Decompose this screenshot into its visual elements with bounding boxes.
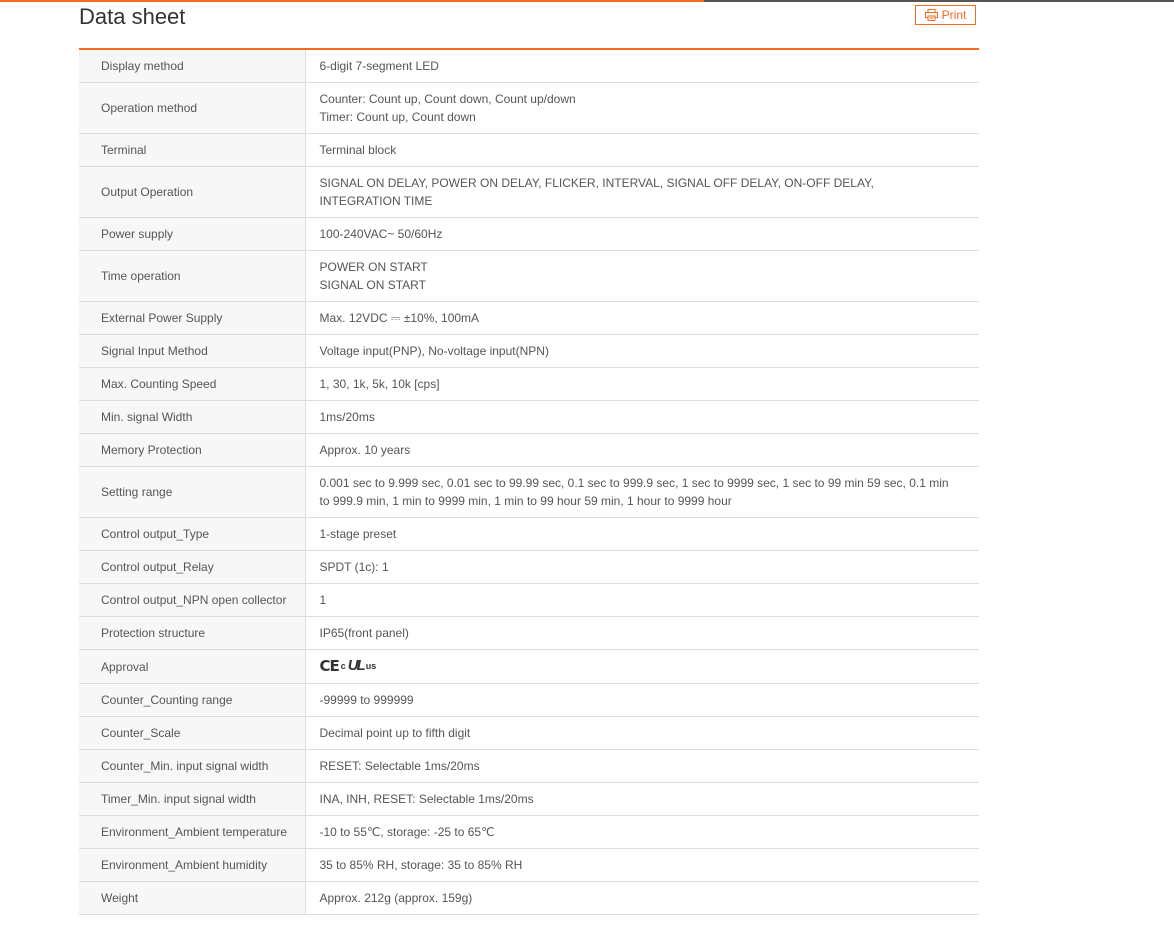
spec-row xyxy=(79,167,979,218)
spec-value: 0.001 sec to 9.999 sec, 0.01 sec to 99.99 sec, 0.1 sec to 999.9 sec, 1 sec to 9999 sec, 1 sec to 99 min 59 sec, 0.1 min to 999.9 min, 1 min to 9999 min, 1 min to 99 hour 59 min, 1 hour to 9999 hour xyxy=(305,467,979,518)
ul-c-mark-icon: c xyxy=(340,661,346,671)
printer-icon xyxy=(925,9,938,21)
spec-label: Setting range xyxy=(79,467,305,518)
spec-value: Approx. 212g (approx. 159g) xyxy=(305,882,979,915)
spec-value: 100-240VAC~ 50/60Hz xyxy=(305,218,979,251)
spec-value: SIGNAL ON DELAY, POWER ON DELAY, FLICKER, INTERVAL, SIGNAL OFF DELAY, ON-OFF DELAY, INTEGRATION TIME xyxy=(305,167,979,218)
spec-row xyxy=(79,218,979,251)
spec-row xyxy=(79,717,979,750)
spec-label: Display method xyxy=(79,49,305,83)
spec-row xyxy=(79,434,979,467)
spec-value: IP65(front panel) xyxy=(305,617,979,650)
certification-logos xyxy=(320,657,377,675)
spec-label: Timer_Min. input signal width xyxy=(79,783,305,816)
spec-label: Weight xyxy=(79,882,305,915)
spec-value: SPDT (1c): 1 xyxy=(305,551,979,584)
spec-label: Power supply xyxy=(79,218,305,251)
spec-label: Output Operation xyxy=(79,167,305,218)
spec-row xyxy=(79,617,979,650)
spec-value: 1, 30, 1k, 5k, 10k [cps] xyxy=(305,368,979,401)
spec-row xyxy=(79,584,979,617)
spec-row xyxy=(79,750,979,783)
spec-row xyxy=(79,251,979,302)
ul-us-mark-icon: us xyxy=(365,661,377,671)
spec-row xyxy=(79,368,979,401)
spec-label: Counter_Min. input signal width xyxy=(79,750,305,783)
spec-row xyxy=(79,335,979,368)
spec-label: Control output_Type xyxy=(79,518,305,551)
spec-label: Operation method xyxy=(79,83,305,134)
spec-label: Max. Counting Speed xyxy=(79,368,305,401)
spec-value: Decimal point up to fifth digit xyxy=(305,717,979,750)
spec-value: -99999 to 999999 xyxy=(305,684,979,717)
spec-value: Voltage input(PNP), No-voltage input(NPN) xyxy=(305,335,979,368)
spec-value: 1 xyxy=(305,584,979,617)
spec-row xyxy=(79,783,979,816)
spec-value: POWER ON START SIGNAL ON START xyxy=(305,251,979,302)
spec-label: Environment_Ambient humidity xyxy=(79,849,305,882)
spec-row xyxy=(79,650,979,684)
spec-row xyxy=(79,849,979,882)
spec-row xyxy=(79,134,979,167)
spec-label: Environment_Ambient temperature xyxy=(79,816,305,849)
spec-row xyxy=(79,684,979,717)
spec-label: Control output_Relay xyxy=(79,551,305,584)
spec-label: Time operation xyxy=(79,251,305,302)
spec-row xyxy=(79,551,979,584)
spec-row xyxy=(79,518,979,551)
spec-row xyxy=(79,49,979,83)
spec-value: 1-stage preset xyxy=(305,518,979,551)
spec-row xyxy=(79,882,979,915)
spec-value: RESET: Selectable 1ms/20ms xyxy=(305,750,979,783)
spec-label: Terminal xyxy=(79,134,305,167)
spec-value: Counter: Count up, Count down, Count up/down Timer: Count up, Count down xyxy=(305,83,979,134)
print-button-label: Print xyxy=(941,8,967,22)
spec-row xyxy=(79,401,979,434)
spec-label: External Power Supply xyxy=(79,302,305,335)
spec-value: Terminal block xyxy=(305,134,979,167)
print-button[interactable] xyxy=(915,5,976,25)
spec-value: -10 to 55℃, storage: -25 to 65℃ xyxy=(305,816,979,849)
spec-row xyxy=(79,816,979,849)
spec-value: 1ms/20ms xyxy=(305,401,979,434)
spec-value: Approx. 10 years xyxy=(305,434,979,467)
spec-value: 6-digit 7-segment LED xyxy=(305,49,979,83)
ce-mark-icon: CE xyxy=(319,657,339,675)
spec-value xyxy=(305,650,979,684)
page-progress-track xyxy=(0,0,1174,2)
spec-value: INA, INH, RESET: Selectable 1ms/20ms xyxy=(305,783,979,816)
spec-row xyxy=(79,302,979,335)
spec-label: Control output_NPN open collector xyxy=(79,584,305,617)
spec-label: Counter_Scale xyxy=(79,717,305,750)
ul-mark-icon: UL xyxy=(347,657,364,674)
spec-value: 35 to 85% RH, storage: 35 to 85% RH xyxy=(305,849,979,882)
spec-table-body xyxy=(79,49,979,915)
spec-label: Memory Protection xyxy=(79,434,305,467)
spec-label: Counter_Counting range xyxy=(79,684,305,717)
spec-label: Approval xyxy=(79,650,305,684)
spec-table xyxy=(79,48,979,915)
spec-label: Min. signal Width xyxy=(79,401,305,434)
spec-row xyxy=(79,467,979,518)
page-progress-bar xyxy=(0,0,704,2)
spec-value: Max. 12VDC ⎓ ±10%, 100mA xyxy=(305,302,979,335)
spec-label: Protection structure xyxy=(79,617,305,650)
spec-label: Signal Input Method xyxy=(79,335,305,368)
spec-row xyxy=(79,83,979,134)
page-title: Data sheet xyxy=(79,4,186,29)
